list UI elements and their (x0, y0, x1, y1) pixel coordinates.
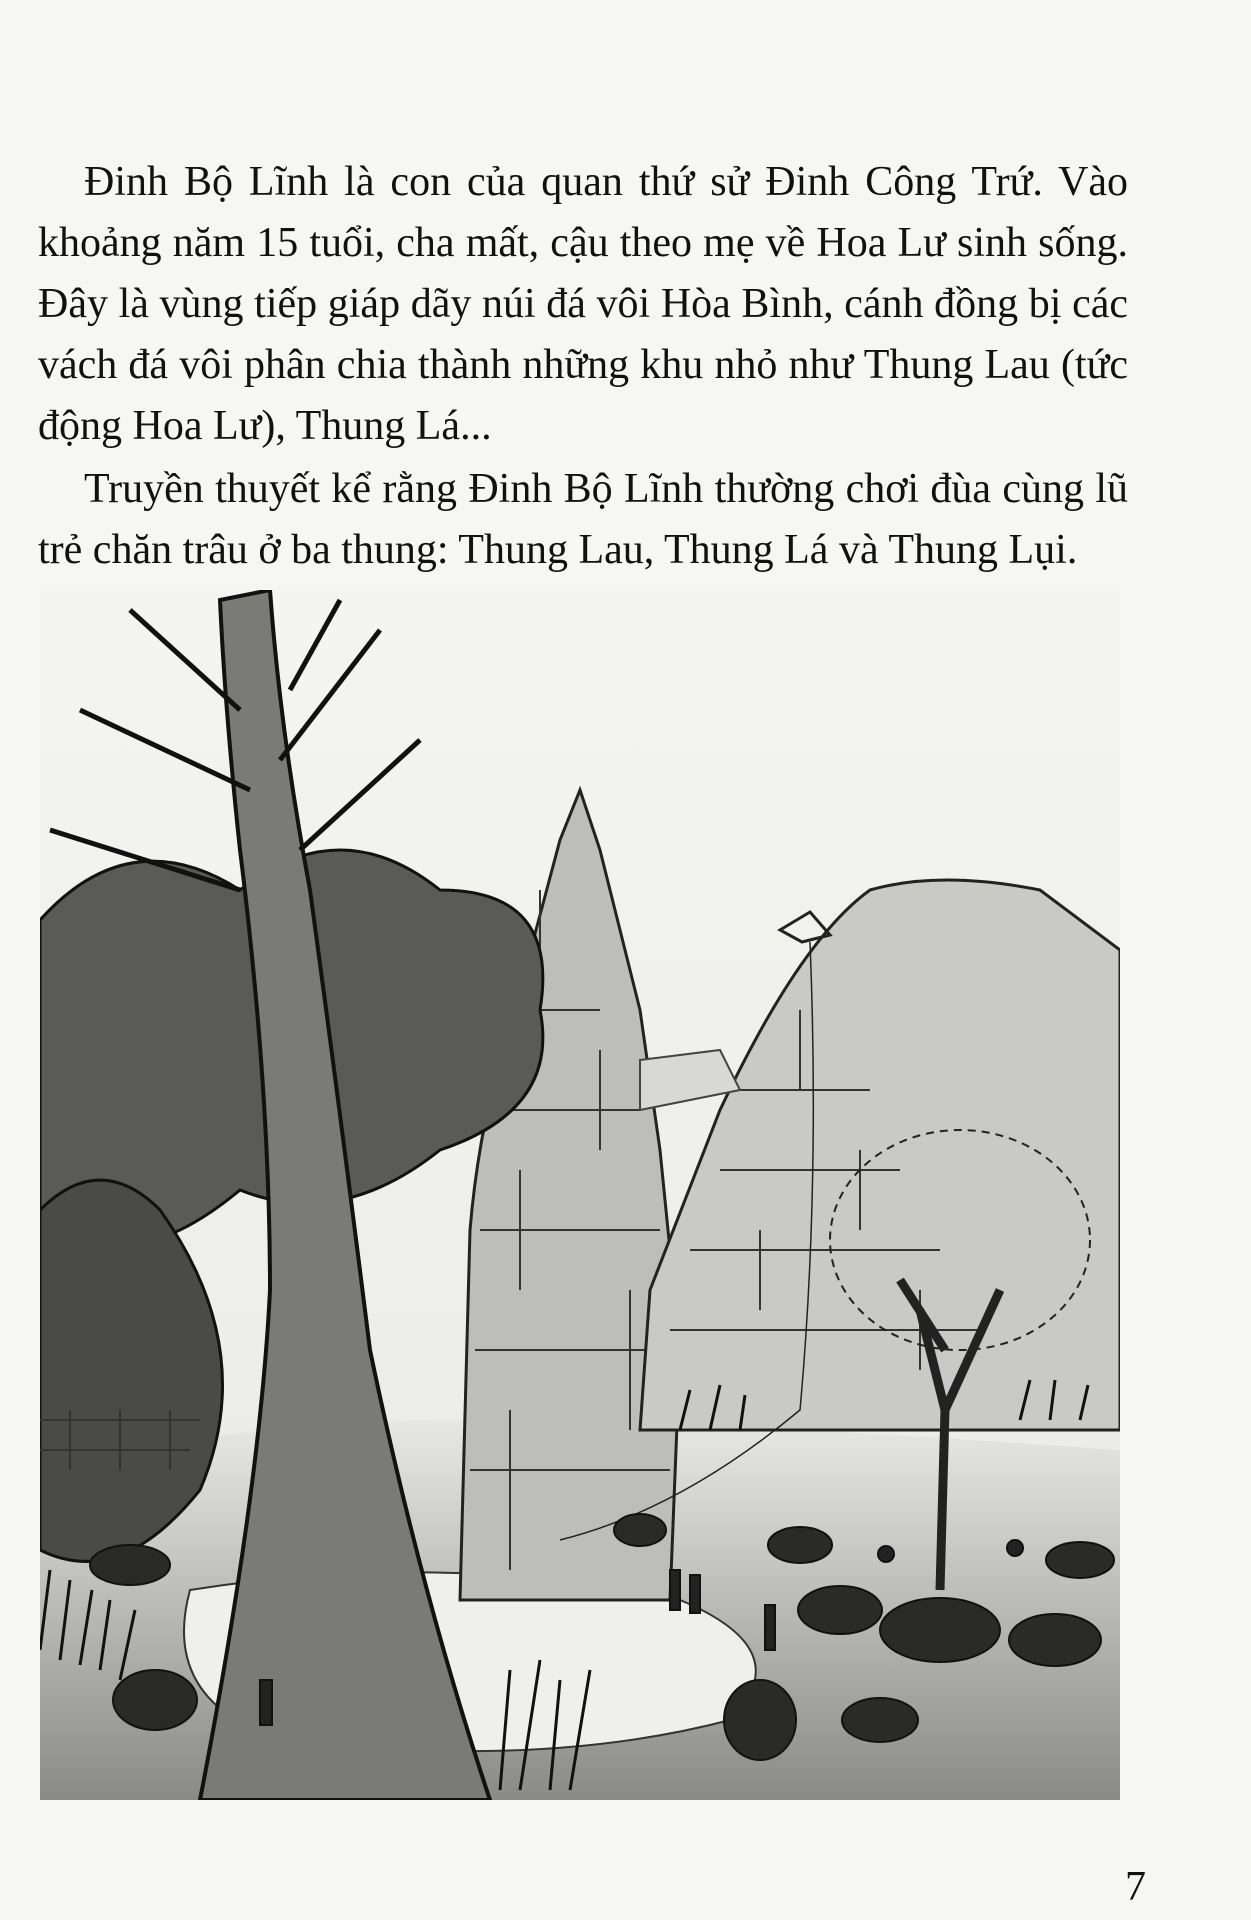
paragraph-1: Đinh Bộ Lĩnh là con của quan thứ sử Đinh Công Trứ. Vào khoảng năm 15 tuổi, cha mất, cậu theo mẹ về Hoa Lư sinh sống. Đây là vùng tiếp giáp dãy núi đá vôi Hòa Bình, cánh đồng bị các vách đá vôi phân chia thành những khu nhỏ như Thung Lau (tức động Hoa Lư), Thung Lá... (38, 159, 1128, 449)
illustration-village-landscape (40, 590, 1120, 1800)
illustration-drawing (40, 590, 1120, 1800)
paragraph-2: Truyền thuyết kể rằng Đinh Bộ Lĩnh thường chơi đùa cùng lũ trẻ chăn trâu ở ba thung: Thung Lau, Thung Lá và Thung Lụi. (38, 466, 1128, 573)
page-number: 7 (1125, 1864, 1146, 1910)
body-text (38, 152, 1128, 581)
